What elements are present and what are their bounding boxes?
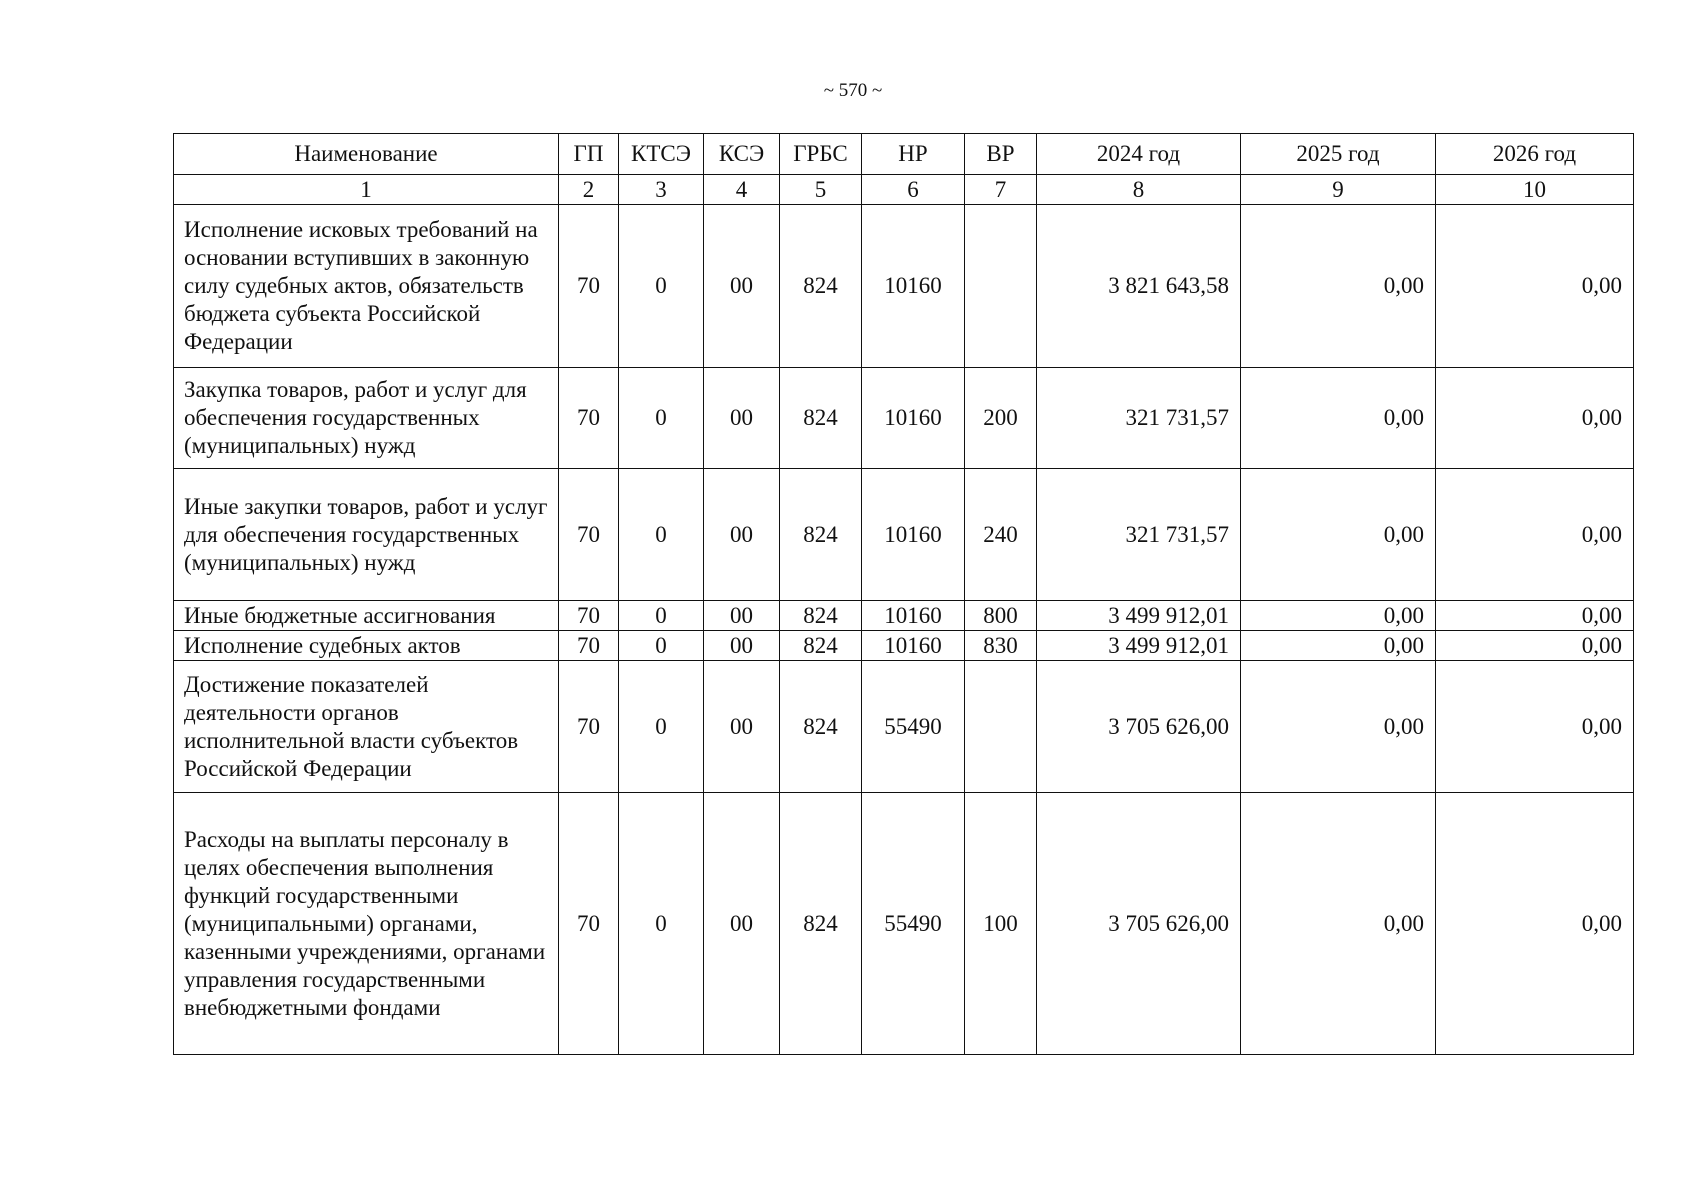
cell-gp: 70 <box>559 601 619 631</box>
row-name: Исполнение судебных актов <box>174 631 559 661</box>
cell-2026: 0,00 <box>1436 368 1634 469</box>
cell-grbs: 824 <box>780 793 862 1055</box>
cell-vr <box>965 661 1037 793</box>
cell-2025: 0,00 <box>1241 661 1436 793</box>
table-row <box>174 631 1634 661</box>
cell-2026: 0,00 <box>1436 205 1634 368</box>
header-name: Наименование <box>174 134 559 175</box>
cell-vr <box>965 205 1037 368</box>
cell-2026: 0,00 <box>1436 469 1634 601</box>
cell-2024: 3 705 626,00 <box>1037 793 1241 1055</box>
cell-ktse: 0 <box>619 631 704 661</box>
cell-2026: 0,00 <box>1436 793 1634 1055</box>
header-row <box>174 134 1634 175</box>
cell-gp: 70 <box>559 631 619 661</box>
header-2024: 2024 год <box>1037 134 1241 175</box>
cell-vr: 100 <box>965 793 1037 1055</box>
cell-nr: 10160 <box>862 469 965 601</box>
table-row <box>174 368 1634 469</box>
cell-gp: 70 <box>559 793 619 1055</box>
header-2026: 2026 год <box>1436 134 1634 175</box>
cell-kse: 00 <box>704 469 780 601</box>
budget-table <box>173 133 1634 1055</box>
row-name: Иные закупки товаров, работ и услуг для обеспечения государственных (муниципальных) нужд <box>174 469 559 601</box>
cell-kse: 00 <box>704 661 780 793</box>
row-name: Иные бюджетные ассигнования <box>174 601 559 631</box>
header-kse: КСЭ <box>704 134 780 175</box>
cell-2025: 0,00 <box>1241 793 1436 1055</box>
header-gp: ГП <box>559 134 619 175</box>
column-number: 8 <box>1037 175 1241 205</box>
column-number: 2 <box>559 175 619 205</box>
cell-gp: 70 <box>559 469 619 601</box>
header-grbs: ГРБС <box>780 134 862 175</box>
table-row <box>174 469 1634 601</box>
cell-grbs: 824 <box>780 601 862 631</box>
cell-2024: 3 499 912,01 <box>1037 601 1241 631</box>
cell-grbs: 824 <box>780 469 862 601</box>
cell-kse: 00 <box>704 205 780 368</box>
header-vr: ВР <box>965 134 1037 175</box>
cell-ktse: 0 <box>619 368 704 469</box>
cell-2025: 0,00 <box>1241 601 1436 631</box>
cell-gp: 70 <box>559 205 619 368</box>
cell-nr: 55490 <box>862 661 965 793</box>
cell-2026: 0,00 <box>1436 601 1634 631</box>
header-nr: НР <box>862 134 965 175</box>
cell-gp: 70 <box>559 661 619 793</box>
cell-2025: 0,00 <box>1241 368 1436 469</box>
cell-vr: 800 <box>965 601 1037 631</box>
cell-ktse: 0 <box>619 601 704 631</box>
row-name: Закупка товаров, работ и услуг для обеспечения государственных (муниципальных) нужд <box>174 368 559 469</box>
cell-nr: 10160 <box>862 205 965 368</box>
cell-nr: 10160 <box>862 601 965 631</box>
table-row <box>174 793 1634 1055</box>
column-number: 10 <box>1436 175 1634 205</box>
cell-2025: 0,00 <box>1241 205 1436 368</box>
column-number: 6 <box>862 175 965 205</box>
column-number: 3 <box>619 175 704 205</box>
cell-kse: 00 <box>704 368 780 469</box>
cell-2024: 3 821 643,58 <box>1037 205 1241 368</box>
cell-grbs: 824 <box>780 631 862 661</box>
header-2025: 2025 год <box>1241 134 1436 175</box>
cell-gp: 70 <box>559 368 619 469</box>
cell-2024: 3 705 626,00 <box>1037 661 1241 793</box>
cell-grbs: 824 <box>780 205 862 368</box>
table-row <box>174 205 1634 368</box>
cell-kse: 00 <box>704 793 780 1055</box>
cell-ktse: 0 <box>619 205 704 368</box>
cell-2026: 0,00 <box>1436 631 1634 661</box>
header-ktse: КТСЭ <box>619 134 704 175</box>
column-number-row <box>174 175 1634 205</box>
column-number: 4 <box>704 175 780 205</box>
table-row <box>174 601 1634 631</box>
column-number: 1 <box>174 175 559 205</box>
column-number: 5 <box>780 175 862 205</box>
cell-kse: 00 <box>704 601 780 631</box>
cell-nr: 10160 <box>862 631 965 661</box>
row-name: Достижение показателей деятельности органов исполнительной власти субъектов Российской Федерации <box>174 661 559 793</box>
cell-2025: 0,00 <box>1241 469 1436 601</box>
cell-grbs: 824 <box>780 661 862 793</box>
cell-nr: 10160 <box>862 368 965 469</box>
cell-vr: 240 <box>965 469 1037 601</box>
cell-nr: 55490 <box>862 793 965 1055</box>
row-name: Расходы на выплаты персоналу в целях обеспечения выполнения функций государственными (муниципальными) органами, казенными учреждениями, органами управления государственными внебюджетными фондами <box>174 793 559 1055</box>
cell-2026: 0,00 <box>1436 661 1634 793</box>
row-name: Исполнение исковых требований на основании вступивших в законную силу судебных актов, обязательств бюджета субъекта Российской Федерации <box>174 205 559 368</box>
column-number: 9 <box>1241 175 1436 205</box>
table-row <box>174 661 1634 793</box>
cell-2024: 321 731,57 <box>1037 469 1241 601</box>
column-number: 7 <box>965 175 1037 205</box>
cell-ktse: 0 <box>619 469 704 601</box>
cell-ktse: 0 <box>619 661 704 793</box>
cell-vr: 830 <box>965 631 1037 661</box>
cell-kse: 00 <box>704 631 780 661</box>
cell-ktse: 0 <box>619 793 704 1055</box>
cell-grbs: 824 <box>780 368 862 469</box>
cell-vr: 200 <box>965 368 1037 469</box>
cell-2025: 0,00 <box>1241 631 1436 661</box>
cell-2024: 3 499 912,01 <box>1037 631 1241 661</box>
page-number: ~ 570 ~ <box>823 80 883 101</box>
cell-2024: 321 731,57 <box>1037 368 1241 469</box>
